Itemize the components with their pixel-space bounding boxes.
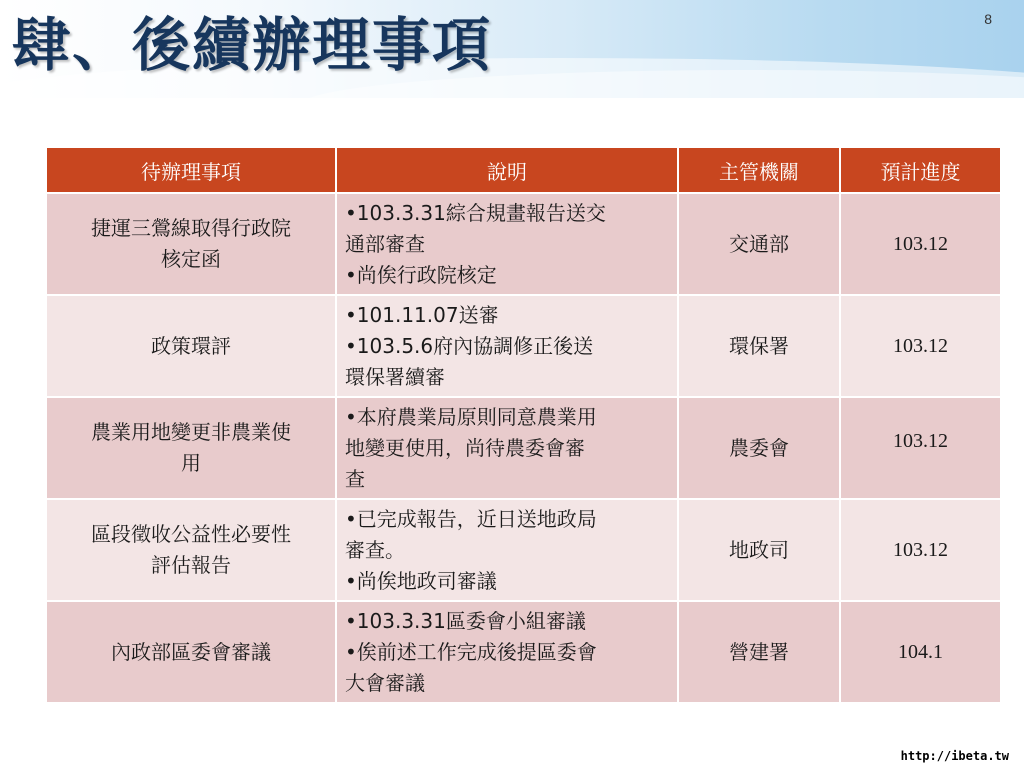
agency-cell: 營建署 bbox=[679, 602, 839, 702]
item-text: 區段徵收公益性必要性 bbox=[91, 522, 291, 546]
description-cell bbox=[337, 602, 677, 702]
header-schedule: 預計進度 bbox=[841, 148, 1000, 192]
page-number: 8 bbox=[984, 11, 992, 27]
schedule-cell: 103.12 bbox=[841, 500, 1000, 600]
item-cell bbox=[47, 194, 335, 294]
table-row bbox=[47, 602, 1000, 702]
item-text: 內政部區委會審議 bbox=[111, 639, 271, 664]
agency-cell: 農委會 bbox=[679, 398, 839, 498]
header-description: 說明 bbox=[337, 148, 677, 192]
item-text: 用 bbox=[181, 451, 201, 475]
item-text: 農業用地變更非農業使 bbox=[91, 420, 291, 444]
description-text: •103.3.31區委會小組審議 bbox=[345, 608, 586, 633]
description-text: 大會審議 bbox=[345, 670, 425, 695]
description-text: 地變更使用，尚待農委會審 bbox=[345, 435, 585, 460]
description-text: •尚俟地政司審議 bbox=[345, 568, 497, 593]
item-text: 政策環評 bbox=[151, 333, 231, 358]
description-cell bbox=[337, 296, 677, 396]
description-text: •已完成報告，近日送地政局 bbox=[345, 506, 597, 531]
description-text: 環保署續審 bbox=[345, 364, 445, 389]
description-text: •尚俟行政院核定 bbox=[345, 262, 497, 287]
item-text: 評估報告 bbox=[151, 553, 231, 577]
table-header-row bbox=[47, 148, 1000, 192]
page-title: 肆、後續辦理事項 bbox=[12, 11, 493, 79]
item-cell bbox=[47, 500, 335, 600]
description-text: •俟前述工作完成後提區委會 bbox=[345, 639, 597, 664]
item-cell bbox=[47, 602, 335, 702]
watermark-url: http://ibeta.tw bbox=[898, 748, 1012, 764]
table-row bbox=[47, 398, 1000, 498]
item-text: 核定函 bbox=[161, 247, 221, 271]
description-text: 審查。 bbox=[345, 537, 405, 562]
table-row bbox=[47, 500, 1000, 600]
description-text: •103.3.31綜合規畫報告送交 bbox=[345, 200, 606, 225]
description-text: •103.5.6府內協調修正後送 bbox=[345, 333, 594, 358]
description-text: •101.11.07送審 bbox=[345, 302, 499, 327]
description-cell bbox=[337, 194, 677, 294]
agency-cell: 環保署 bbox=[679, 296, 839, 396]
description-text: 通部審查 bbox=[345, 231, 425, 256]
agency-cell: 交通部 bbox=[679, 194, 839, 294]
description-cell bbox=[337, 398, 677, 498]
table-row bbox=[47, 194, 1000, 294]
schedule-cell: 103.12 bbox=[841, 398, 1000, 498]
header-item: 待辦理事項 bbox=[47, 148, 335, 192]
description-text: 查 bbox=[345, 466, 365, 491]
item-cell bbox=[47, 296, 335, 396]
header-agency: 主管機關 bbox=[679, 148, 839, 192]
item-text: 捷運三鶯線取得行政院 bbox=[91, 216, 291, 240]
table-row bbox=[47, 296, 1000, 396]
schedule-cell: 104.1 bbox=[841, 602, 1000, 702]
agency-cell: 地政司 bbox=[679, 500, 839, 600]
item-cell bbox=[47, 398, 335, 498]
description-text: •本府農業局原則同意農業用 bbox=[345, 404, 597, 429]
follow-up-table bbox=[45, 146, 1002, 704]
description-cell bbox=[337, 500, 677, 600]
schedule-cell: 103.12 bbox=[841, 194, 1000, 294]
schedule-cell: 103.12 bbox=[841, 296, 1000, 396]
